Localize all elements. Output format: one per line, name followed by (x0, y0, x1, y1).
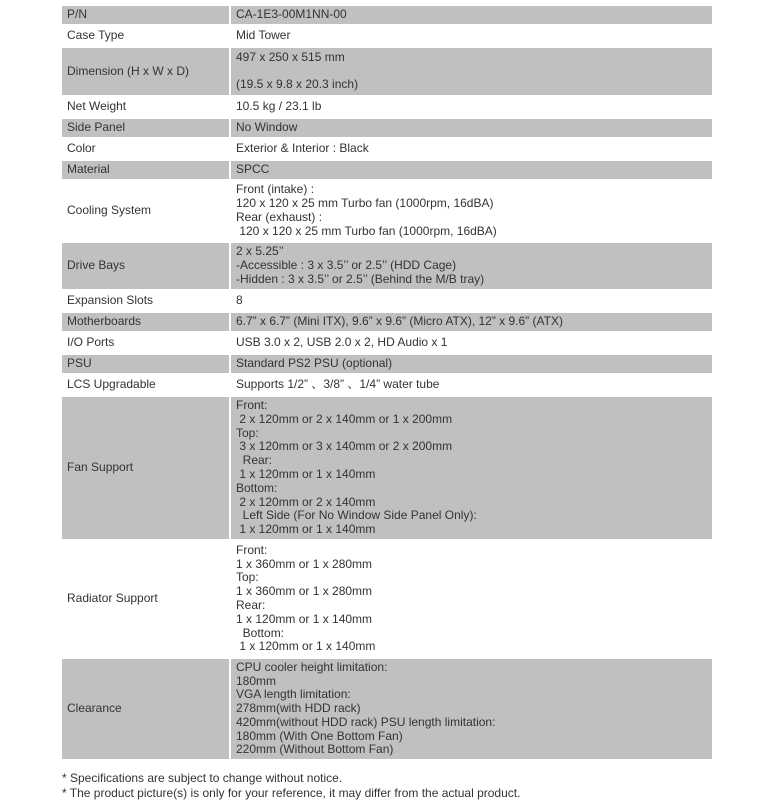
spec-value-line: USB 3.0 x 2, USB 2.0 x 2, HD Audio x 1 (236, 335, 448, 350)
spec-row (62, 182, 712, 240)
spec-value (231, 376, 712, 394)
spec-value-line: 420mm(without HDD rack) PSU length limitation: (236, 714, 496, 729)
spec-value-line: 10.5 kg / 23.1 lb (236, 99, 322, 114)
spec-value-line: Mid Tower (236, 28, 291, 43)
spec-value (231, 542, 712, 656)
spec-value-line: Left Side (For No Window Side Panel Only): (236, 508, 477, 523)
spec-label: Color (62, 140, 229, 158)
spec-value-line: Rear: (236, 598, 266, 612)
spec-label: Motherboards (62, 313, 229, 331)
spec-value (231, 334, 712, 352)
spec-value-line: No Window (236, 120, 298, 135)
spec-row (62, 98, 712, 116)
spec-value-line: 1 x 120mm or 1 x 140mm (236, 467, 376, 481)
spec-value (231, 140, 712, 158)
spec-value-line: Exterior & Interior : Black (236, 141, 369, 156)
spec-label: Net Weight (62, 98, 229, 116)
spec-value-line: (19.5 x 9.8 x 20.3 inch) (236, 77, 359, 92)
spec-value (231, 48, 712, 95)
spec-value-line: Standard PS2 PSU (optional) (236, 356, 393, 371)
spec-value-line: 1 x 120mm or 1 x 140mm (236, 611, 373, 626)
spec-value-line: Bottom: (236, 625, 285, 640)
spec-value-line: Front: (236, 398, 268, 413)
spec-value-line: 1 x 120mm or 1 x 140mm (236, 522, 376, 537)
spec-label: Case Type (62, 27, 229, 45)
spec-value-line: -Accessible : 3 x 3.5’’ or 2.5’’ (HDD Cage) (236, 258, 457, 273)
spec-value-line: 2 x 5.25’’ (236, 244, 284, 259)
spec-value-line: Front: (236, 542, 268, 557)
spec-value-line: 497 x 250 x 515 mm (236, 49, 345, 64)
spec-value-line: Rear (exhaust) : (236, 210, 323, 224)
spec-row (62, 161, 712, 179)
spec-value-line: 120 x 120 x 25 mm Turbo fan (1000rpm, 16dBA) (236, 223, 497, 238)
spec-row (62, 243, 712, 289)
spec-row (62, 334, 712, 352)
spec-row (62, 27, 712, 45)
spec-value-line: 180mm (236, 673, 277, 688)
spec-value-line: -Hidden : 3 x 3.5’’ or 2.5’’ (Behind the M/B tray) (236, 271, 485, 286)
spec-row (62, 659, 712, 759)
spec-row (62, 119, 712, 137)
spec-row (62, 6, 712, 24)
spec-value (231, 27, 712, 45)
spec-label: Clearance (62, 659, 229, 759)
spec-label: LCS Upgradable (62, 376, 229, 394)
spec-value (231, 182, 712, 240)
spec-label: Side Panel (62, 119, 229, 137)
spec-value-line: 3 x 120mm or 3 x 140mm or 2 x 200mm (236, 439, 453, 454)
spec-table-body (62, 6, 712, 759)
spec-value (231, 119, 712, 137)
spec-value-line: 180mm (With One Bottom Fan) (236, 728, 403, 743)
spec-row (62, 355, 712, 373)
footnotes (62, 771, 520, 800)
spec-value-line: 2 x 120mm or 2 x 140mm or 1 x 200mm (236, 411, 453, 426)
spec-value-line: SPCC (236, 162, 270, 177)
spec-label: Cooling System (62, 182, 229, 240)
spec-value-line: 1 x 120mm or 1 x 140mm (236, 639, 376, 654)
spec-label: P/N (62, 6, 229, 24)
spec-value-line: 8 (236, 293, 243, 308)
footnote-picture-disclaimer: * The product picture(s) is only for your reference, it may differ from the actual product. (62, 785, 521, 800)
spec-table-container (62, 6, 712, 762)
spec-value-line: 1 x 360mm or 1 x 280mm (236, 556, 373, 571)
footnote-change-notice: * Specifications are subject to change without notice. (62, 771, 343, 785)
spec-row (62, 48, 712, 95)
spec-value (231, 161, 712, 179)
spec-label: I/O Ports (62, 334, 229, 352)
spec-row (62, 313, 712, 331)
spec-value (231, 313, 712, 331)
spec-value (231, 355, 712, 373)
spec-row (62, 397, 712, 539)
spec-label: Dimension (H x W x D) (62, 48, 229, 95)
spec-value (231, 243, 712, 289)
spec-value-line: 120 x 120 x 25 mm Turbo fan (1000rpm, 16dBA) (236, 196, 494, 211)
spec-value-line: Top: (236, 570, 259, 585)
spec-label: Radiator Support (62, 542, 229, 656)
spec-label: PSU (62, 355, 229, 373)
spec-value-line: CA-1E3-00M1NN-00 (236, 7, 347, 22)
spec-value-line: 6.7” x 6.7” (Mini ITX), 9.6” x 9.6” (Micro ATX), 12” x 9.6” (ATX) (236, 314, 563, 329)
spec-value-line (236, 65, 712, 79)
spec-row (62, 140, 712, 158)
spec-value-line: Bottom: (236, 480, 278, 495)
spec-value-line: 278mm(with HDD rack) (236, 701, 361, 716)
spec-value-line: Top: (236, 425, 259, 440)
spec-value (231, 659, 712, 759)
spec-value-line: Rear: (236, 453, 273, 468)
spec-value (231, 98, 712, 116)
spec-value-line: VGA length limitation: (236, 687, 351, 702)
spec-value (231, 292, 712, 310)
spec-row (62, 376, 712, 394)
spec-value-line: 1 x 360mm or 1 x 280mm (236, 584, 373, 599)
spec-label: Expansion Slots (62, 292, 229, 310)
spec-value-line: 220mm (Without Bottom Fan) (236, 742, 394, 757)
spec-value-line: 2 x 120mm or 2 x 140mm (236, 494, 376, 509)
spec-value-line: Front (intake) : (236, 182, 315, 197)
spec-value-line: CPU cooler height limitation: (236, 659, 388, 674)
spec-value (231, 6, 712, 24)
spec-label: Material (62, 161, 229, 179)
spec-table (62, 3, 712, 762)
spec-label: Drive Bays (62, 243, 229, 289)
spec-row (62, 542, 712, 656)
spec-value (231, 397, 712, 539)
spec-label: Fan Support (62, 397, 229, 539)
spec-value-line: Supports 1/2” 、3/8” 、1/4” water tube (236, 377, 440, 392)
spec-row (62, 292, 712, 310)
